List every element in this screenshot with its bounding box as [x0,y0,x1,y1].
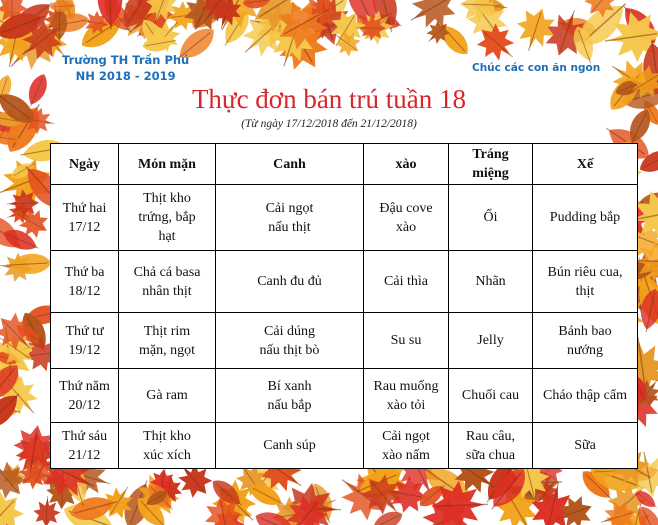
main-dish-cell: Chả cá basa nhân thịt [119,251,216,313]
day-cell: Thứ tư 19/12 [51,313,119,369]
day-cell: Thứ năm 20/12 [51,369,119,423]
header-soup: Canh [216,144,364,185]
header-day: Ngày [51,144,119,185]
table-row [51,185,638,251]
stir-fry-cell: Su su [364,313,449,369]
dessert-cell: Rau câu, sữa chua [449,423,533,469]
soup-cell: Bí xanh nấu bắp [216,369,364,423]
main-dish-cell: Thịt kho xúc xích [119,423,216,469]
snack-cell: Bánh bao nướng [533,313,638,369]
day-cell: Thứ sáu 21/12 [51,423,119,469]
main-dish-cell: Gà ram [119,369,216,423]
soup-cell: Cải dúng nấu thịt bò [216,313,364,369]
main-dish-cell: Thịt rim mặn, ngọt [119,313,216,369]
snack-cell: Pudding bắp [533,185,638,251]
soup-cell: Canh đu đủ [216,251,364,313]
leaf-icon [367,507,406,525]
dessert-cell: Jelly [449,313,533,369]
main-dish-cell: Thịt kho trứng, bắp hạt [119,185,216,251]
table-header-row [51,144,638,185]
table-row [51,423,638,469]
header-dessert: Tráng miệng [449,144,533,185]
school-year: NH 2018 - 2019 [75,69,176,83]
table-row [51,251,638,313]
snack-cell: Bún riêu cua, thịt [533,251,638,313]
stir-fry-cell: Cải thìa [364,251,449,313]
page-title: Thực đơn bán trú tuần 18 [191,84,467,114]
soup-cell: Cải ngọt nấu thịt [216,185,364,251]
dessert-cell: Nhãn [449,251,533,313]
header-stir-fry: xào [364,144,449,185]
day-cell: Thứ hai 17/12 [51,185,119,251]
soup-cell: Canh súp [216,423,364,469]
header-main-dish: Món mặn [119,144,216,185]
day-cell: Thứ ba 18/12 [51,251,119,313]
stir-fry-cell: Cải ngọt xào nấm [364,423,449,469]
stir-fry-cell: Rau muống xào tỏi [364,369,449,423]
school-name: Trường TH Trần Phú [62,53,190,67]
snack-cell: Sữa [533,423,638,469]
snack-cell: Cháo thập cẩm [533,369,638,423]
school-info [62,52,189,84]
dessert-cell: Chuối cau [449,369,533,423]
stir-fry-cell: Đậu cove xào [364,185,449,251]
header-afternoon-snack: Xế [533,144,638,185]
slogan: Chúc các con ăn ngon [472,62,601,74]
date-range: (Từ ngày 17/12/2018 đến 21/12/2018) [241,118,417,130]
table-row [51,369,638,423]
dessert-cell: Ổi [449,185,533,251]
weekly-menu-table [50,143,638,469]
table-row [51,313,638,369]
